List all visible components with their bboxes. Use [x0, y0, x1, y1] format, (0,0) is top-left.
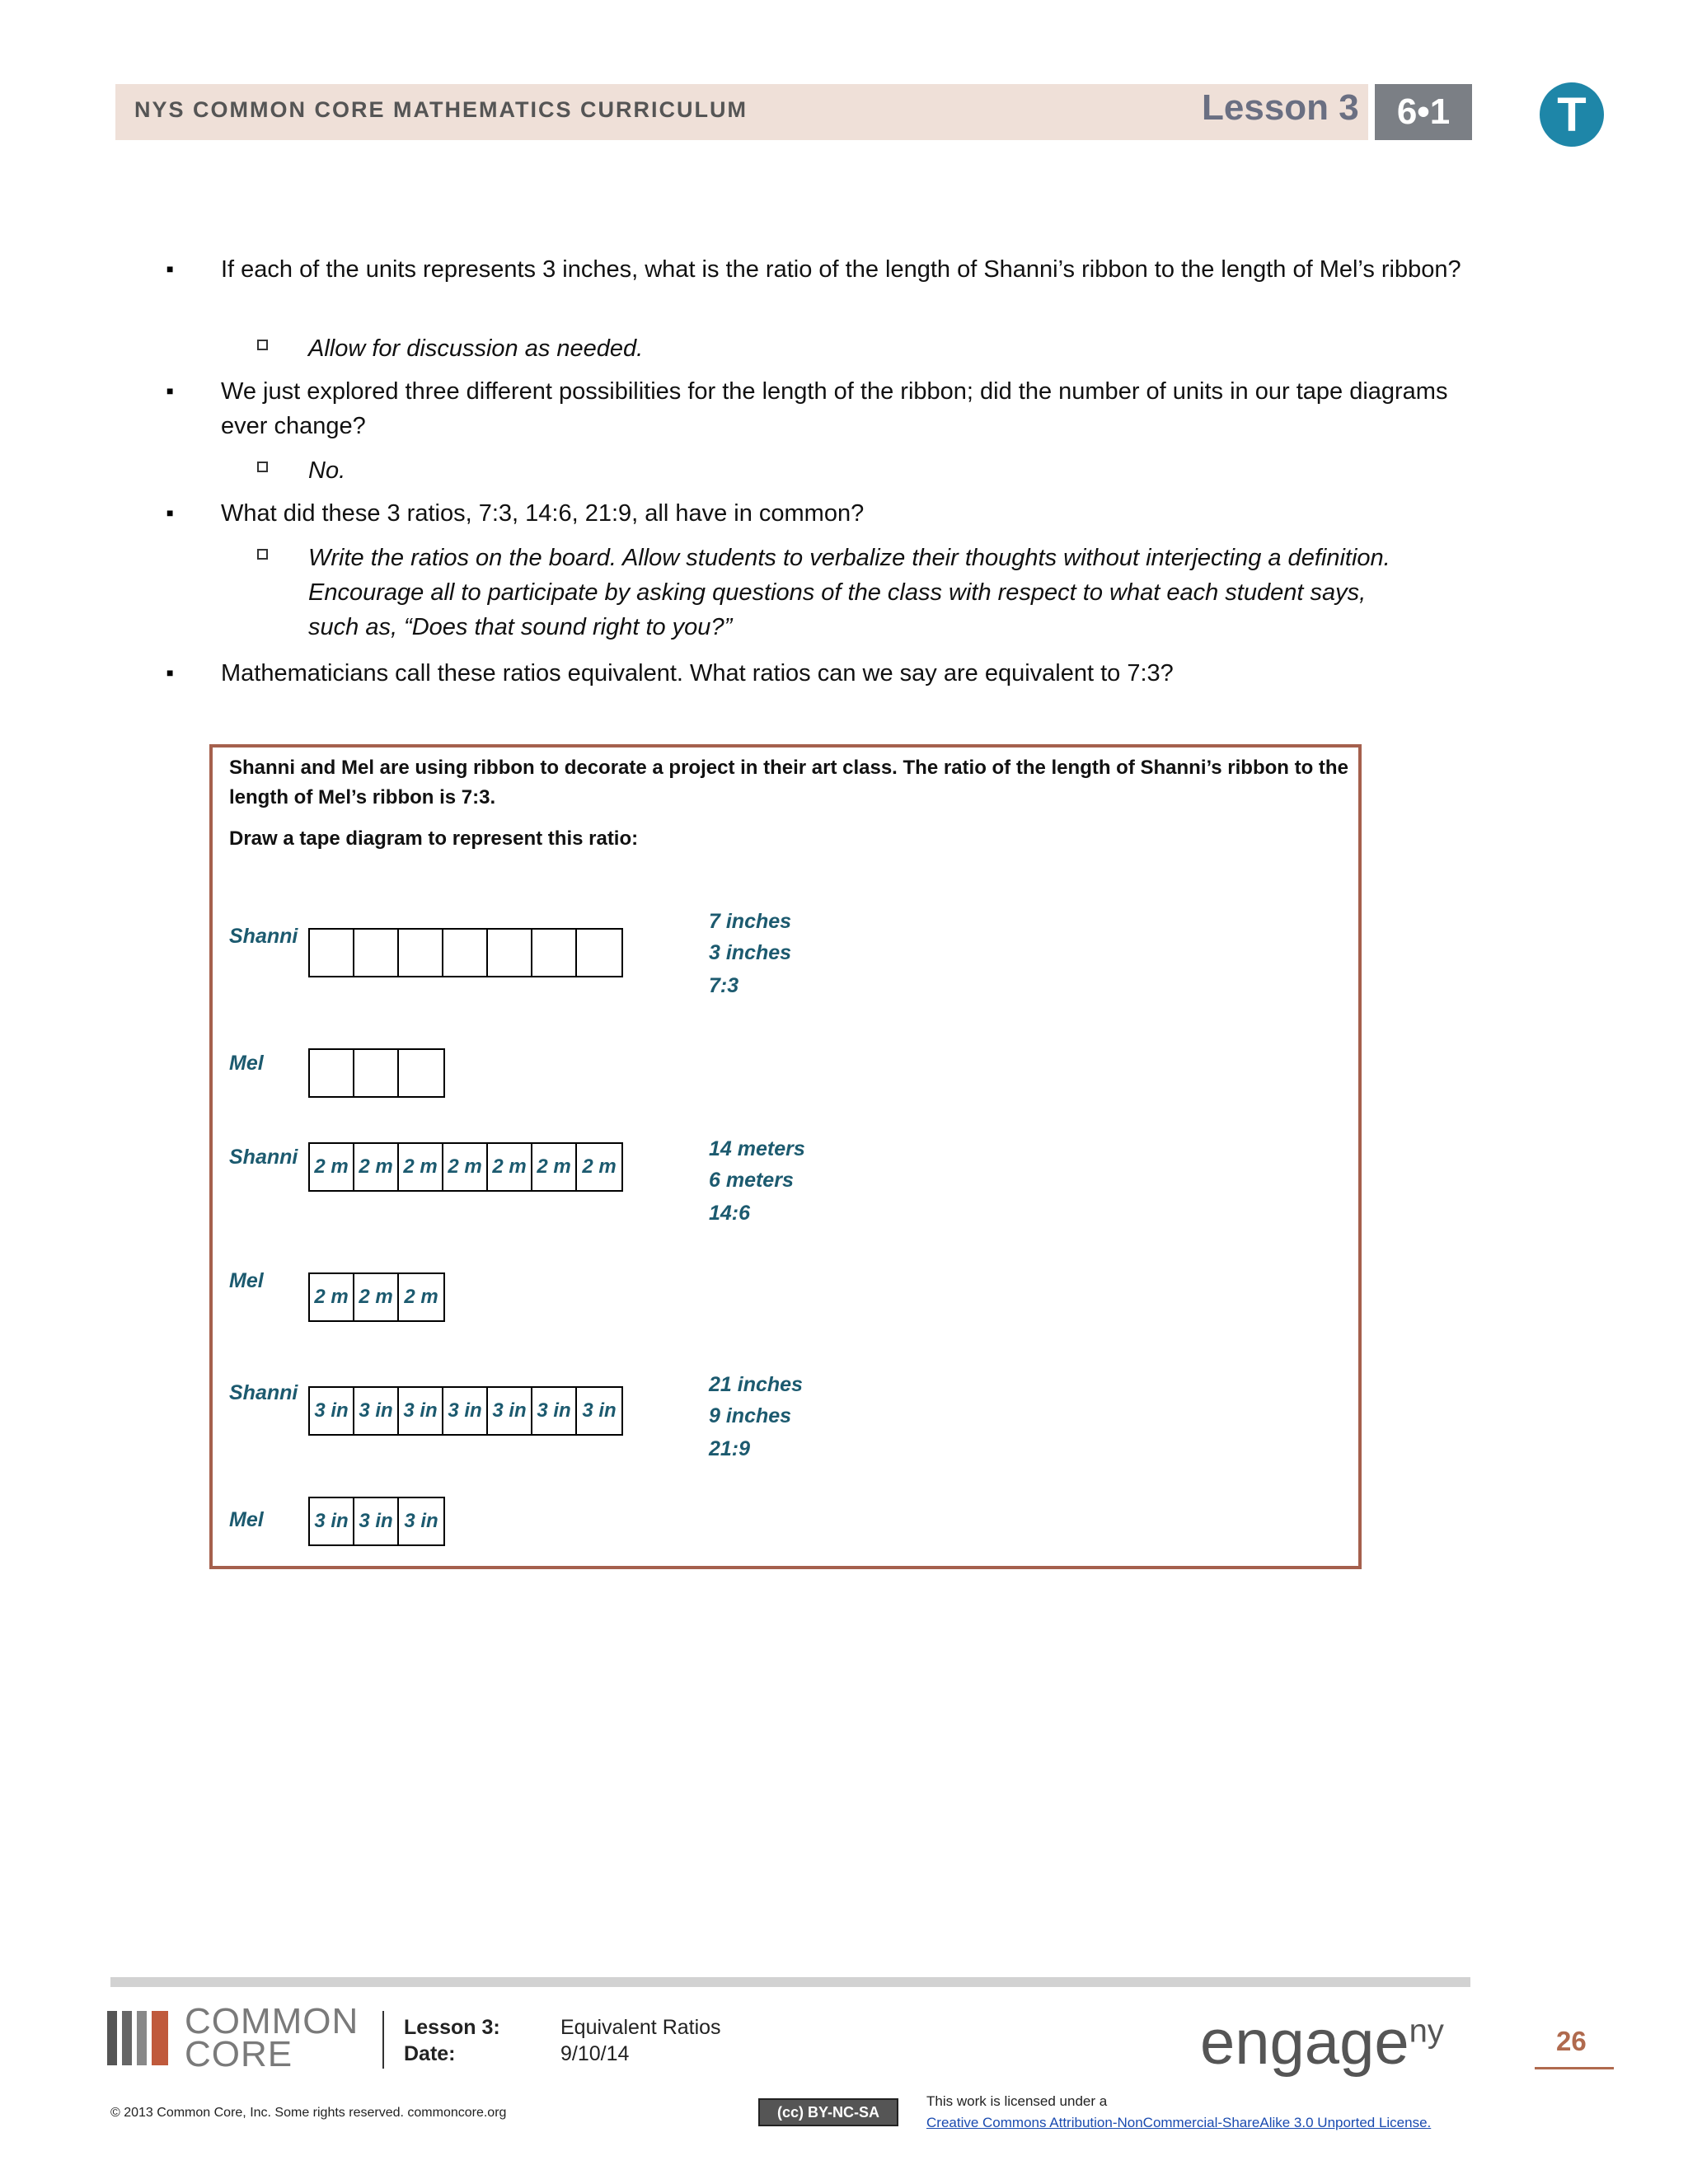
tape-unit: 2 m [532, 1144, 577, 1190]
tape-unit: 2 m [582, 1155, 617, 1178]
shanni-label: Shanni [229, 1381, 298, 1404]
engage-wordmark: engage [1200, 2008, 1409, 2078]
tape-unit: 3 in [399, 1388, 443, 1434]
curriculum-title: NYS COMMON CORE MATHEMATICS CURRICULUM [134, 97, 748, 122]
ny-wordmark: ny [1409, 2013, 1444, 2050]
tape-unit: 3 in [404, 1510, 438, 1532]
page-number-underline [1535, 2067, 1614, 2069]
diagram-note: 9 inches [709, 1404, 792, 1427]
tape-unit: 3 in [532, 1388, 577, 1434]
mel-label: Mel [229, 1052, 264, 1075]
tape-unit [354, 930, 399, 976]
sub-bullet-text: Allow for discussion as needed. [308, 335, 644, 362]
footer-rule [110, 1977, 1470, 1987]
shanni-tape [308, 928, 623, 977]
tape-unit [399, 1050, 443, 1096]
tape-unit: 2 m [354, 1274, 399, 1320]
mel-label: Mel [229, 1269, 264, 1292]
lesson-title: Lesson 3 [1202, 87, 1359, 128]
tape-unit [488, 930, 532, 976]
copyright-text: © 2013 Common Core, Inc. Some rights reserved. commoncore.org [110, 2106, 507, 2120]
example-intro: Shanni and Mel are using ribbon to decorate a project in their art class. The ratio of the length of Shanni’s ribbon to the length of Mel’s ribbon is 7:3. [229, 757, 1348, 808]
tape-unit: 3 in [582, 1399, 617, 1422]
diagram-ratio: 14:6 [709, 1202, 751, 1225]
sub-bullet-text: Write the ratios on the board. Allow students to verbalize their thoughts without interjecting a definition. Encourage all to participate by asking questions of the class with respect to what each student says, such as, “Does that sound right to you?” [308, 545, 1390, 640]
footer-lesson-label: Lesson 3: [404, 2016, 500, 2039]
cc-license-badge-icon: (cc) BY-NC-SA [758, 2098, 898, 2126]
tape-unit: 2 m [488, 1144, 532, 1190]
license-text: This work is licensed under a [926, 2093, 1108, 2109]
bullet-icon: ■ [166, 666, 174, 679]
diagram-note: 3 inches [709, 941, 792, 964]
tape-unit: 2 m [399, 1144, 443, 1190]
footer-lesson-value: Equivalent Ratios [560, 2016, 721, 2039]
sub-bullet-icon [257, 340, 268, 350]
tape-unit [354, 1050, 399, 1096]
tape-unit: 3 in [354, 1498, 399, 1544]
tape-unit: 3 in [310, 1498, 354, 1544]
tape-unit: 2 m [310, 1144, 354, 1190]
sub-bullet-text: No. [308, 457, 346, 484]
tape-unit [532, 930, 577, 976]
tape-unit [399, 930, 443, 976]
mel-tape [308, 1048, 445, 1098]
bullet-icon: ■ [166, 384, 174, 397]
tape-unit: 2 m [443, 1144, 488, 1190]
diagram-ratio: 7:3 [709, 974, 739, 997]
bullet-icon: ■ [166, 262, 174, 275]
page-number: 26 [1556, 2026, 1587, 2056]
diagram-note: 7 inches [709, 910, 792, 933]
sub-bullet-icon [257, 462, 268, 472]
bullet-text: If each of the units represents 3 inches, what is the ratio of the length of Shanni’s ribbon to the length of Mel’s ribbon? [221, 256, 1461, 283]
common-core-logo-icon [107, 2011, 173, 2069]
engageny-logo [1200, 2007, 1444, 2079]
tape-unit: 3 in [310, 1388, 354, 1434]
shanni-label: Shanni [229, 1146, 298, 1169]
sub-bullet-icon [257, 549, 268, 560]
tape-unit [310, 930, 354, 976]
footer-date-label: Date: [404, 2042, 456, 2065]
common-core-wordmark: CORE [185, 2034, 293, 2074]
footer-date-value: 9/10/14 [560, 2042, 630, 2065]
example-prompt: Draw a tape diagram to represent this ratio: [229, 827, 639, 850]
module-badge: 6•1 [1375, 84, 1472, 140]
diagram-note: 6 meters [709, 1169, 794, 1192]
bullet-text: We just explored three different possibilities for the length of the ribbon; did the number of units in our tape diagrams ever change? [221, 378, 1448, 439]
diagram-ratio: 21:9 [709, 1437, 751, 1460]
shanni-label: Shanni [229, 925, 298, 948]
bullet-icon: ■ [166, 506, 174, 519]
shanni-tape [308, 1386, 623, 1436]
teacher-badge-icon: T [1540, 82, 1604, 147]
common-core-wordmark: COMMON [185, 2001, 359, 2041]
tape-unit [577, 930, 621, 976]
diagram-note: 14 meters [709, 1137, 805, 1160]
tape-unit: 3 in [354, 1388, 399, 1434]
bullet-text: What did these 3 ratios, 7:3, 14:6, 21:9, all have in common? [221, 500, 865, 527]
tape-unit: 2 m [310, 1274, 354, 1320]
mel-tape [308, 1272, 445, 1322]
tape-unit: 3 in [488, 1388, 532, 1434]
bullet-text: Mathematicians call these ratios equivalent. What ratios can we say are equivalent to 7:3? [221, 660, 1174, 687]
shanni-tape [308, 1142, 623, 1192]
footer-divider [382, 2011, 384, 2069]
tape-unit: 3 in [443, 1388, 488, 1434]
tape-unit [443, 930, 488, 976]
tape-unit [310, 1050, 354, 1096]
mel-label: Mel [229, 1508, 264, 1531]
license-link[interactable]: Creative Commons Attribution-NonCommercial-ShareAlike 3.0 Unported License. [926, 2115, 1432, 2130]
diagram-note: 21 inches [709, 1373, 803, 1396]
tape-unit: 2 m [354, 1144, 399, 1190]
tape-unit: 2 m [404, 1286, 438, 1308]
mel-tape [308, 1497, 445, 1546]
